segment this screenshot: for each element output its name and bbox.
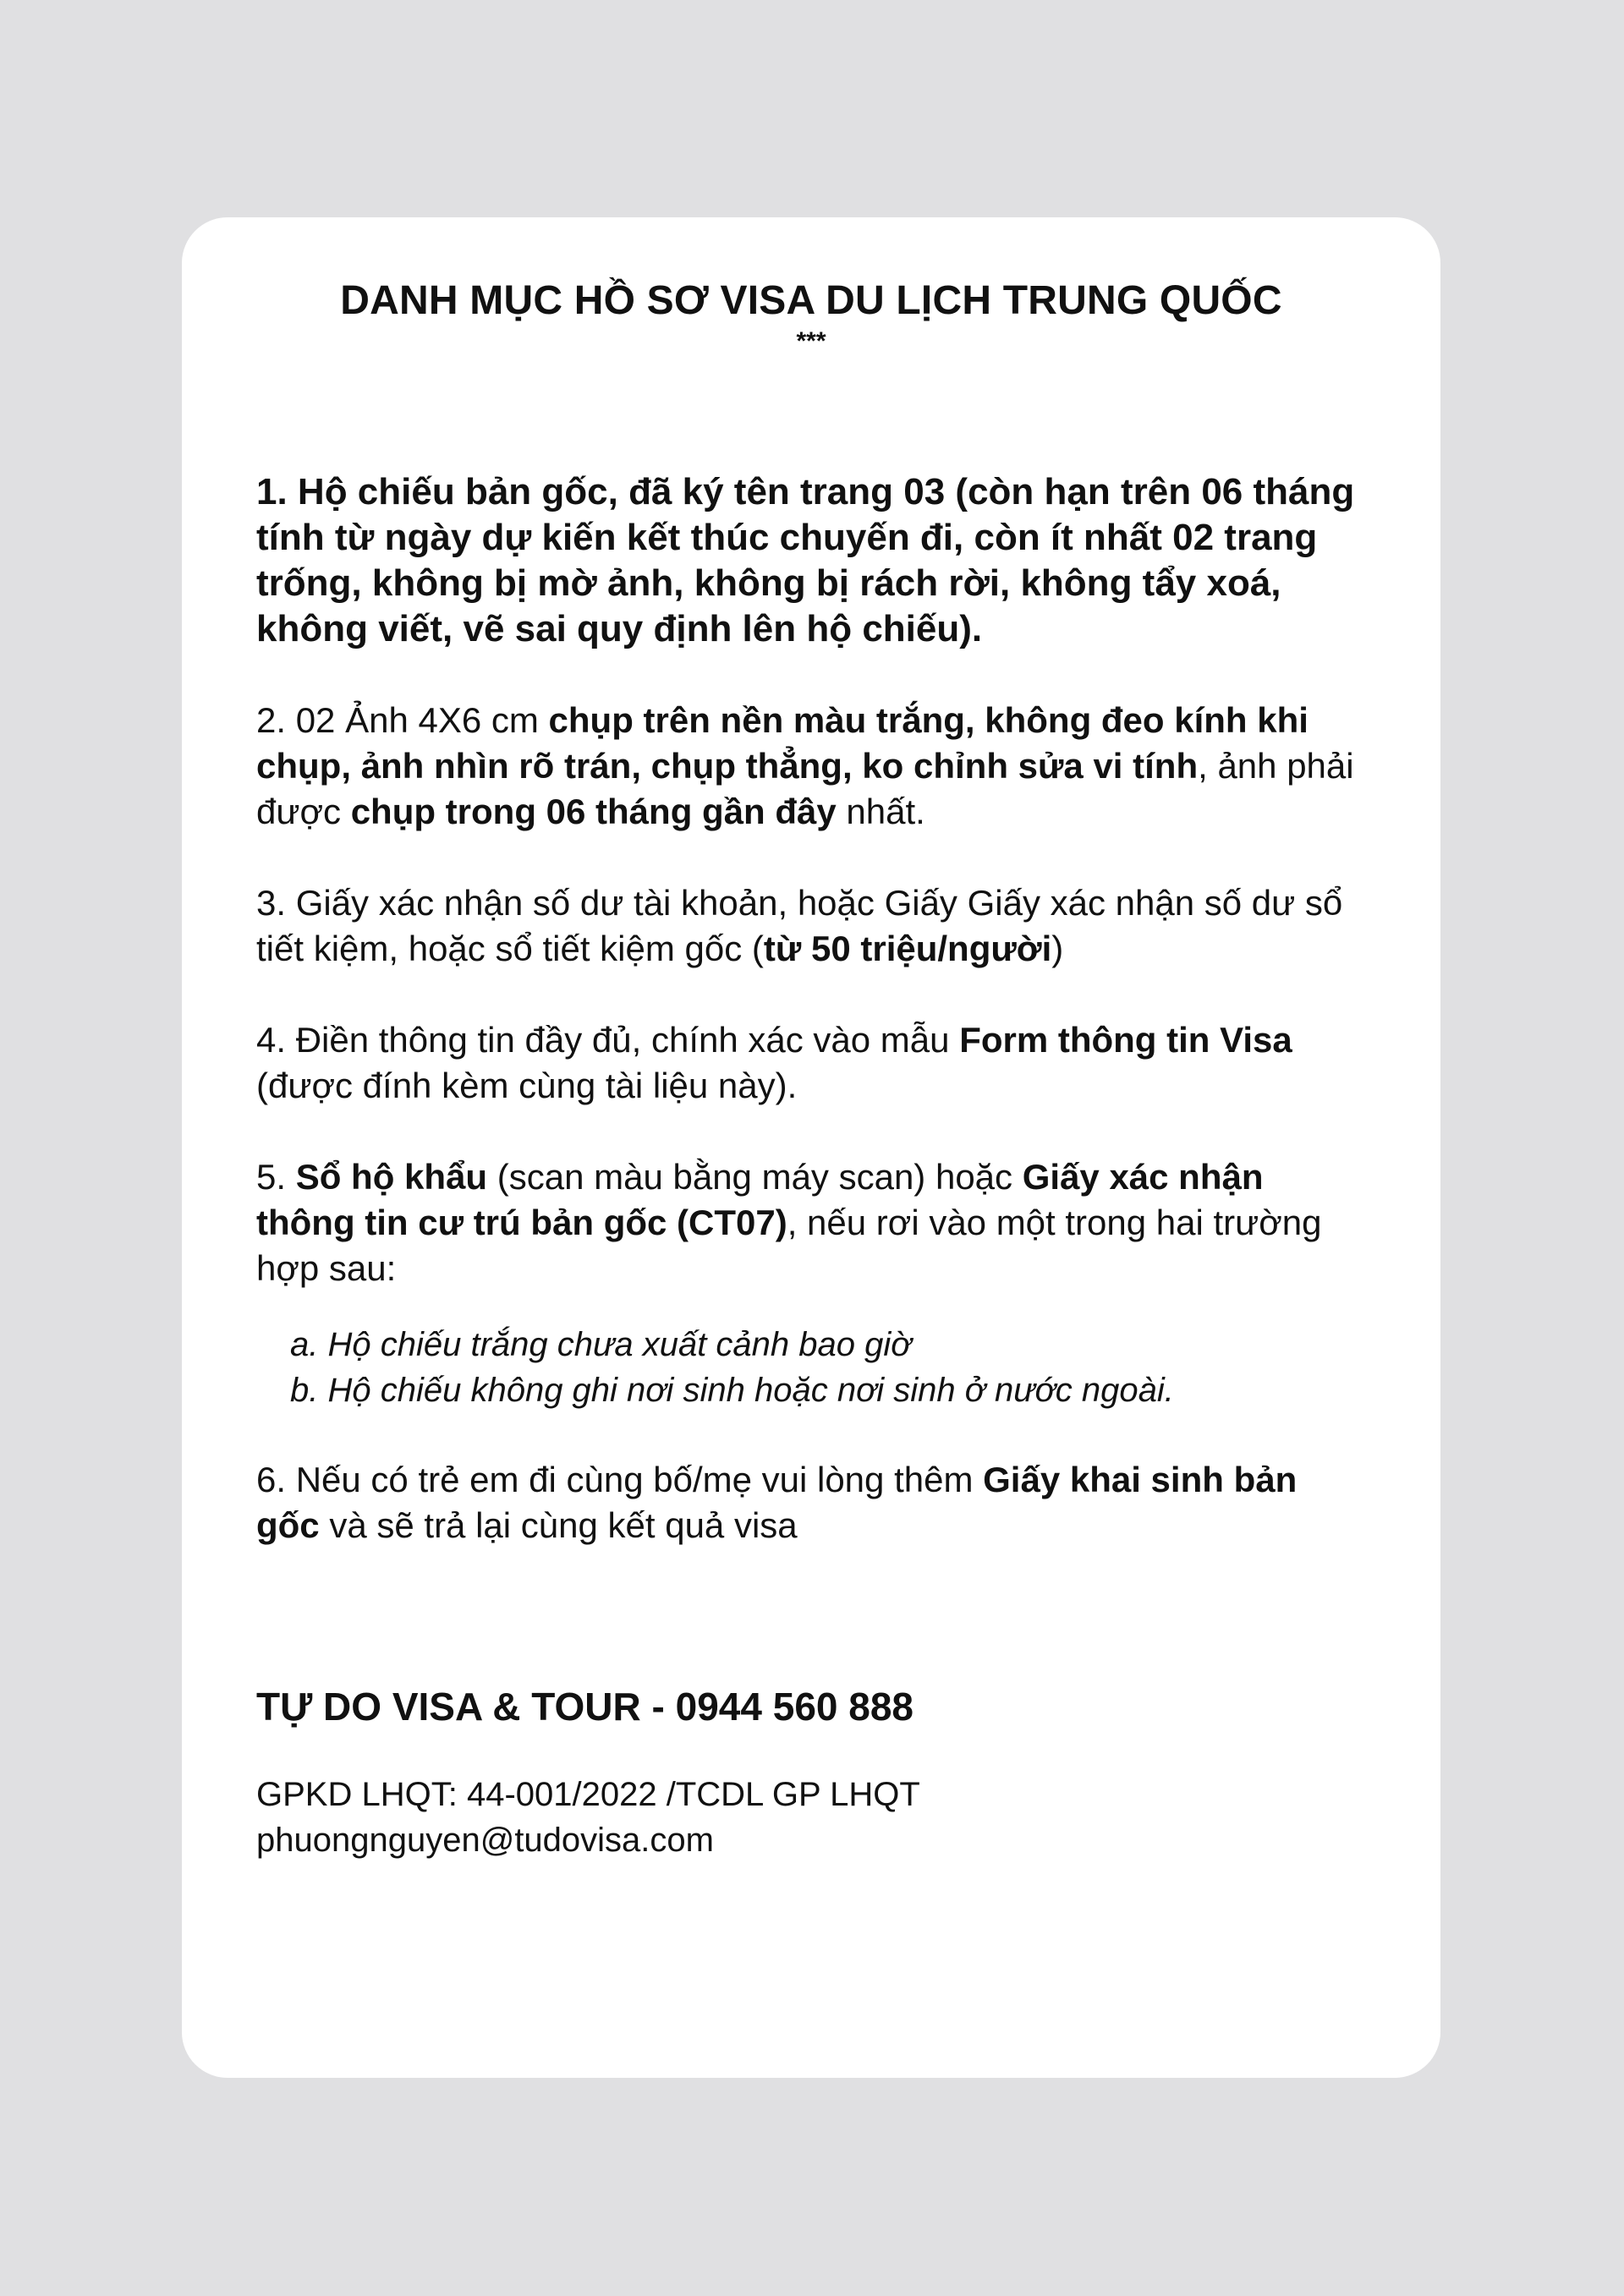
requirement-2-bold-recent: chụp trong 06 tháng gần đây — [350, 791, 837, 831]
requirement-2-text-c: nhất. — [836, 791, 925, 831]
requirement-5-text: (scan màu bằng máy scan) hoặc — [487, 1156, 1023, 1197]
requirement-item-1 — [256, 469, 1366, 652]
requirement-4-bold-form: Form thông tin Visa — [959, 1019, 1292, 1060]
requirement-item-4 — [256, 1017, 1366, 1109]
requirement-2-text: 2. 02 Ảnh 4X6 cm — [256, 699, 549, 740]
requirement-2-bold-photo-rules: chụp trên nền màu trắng, không đeo kính khi chụp, ảnh nhìn rõ trán, chụp thẳng, ko chỉnh sửa vi tính — [256, 699, 1309, 786]
requirement-5-cases — [256, 1322, 1366, 1413]
document-card — [182, 217, 1440, 2078]
requirements-list — [256, 469, 1366, 1548]
title-separator: *** — [796, 326, 826, 355]
requirement-item-2 — [256, 698, 1366, 835]
requirement-3-bold-amount: từ 50 triệu/người — [763, 928, 1052, 968]
document-title: DANH MỤC HỒ SƠ VISA DU LỊCH TRUNG QUỐC — [340, 278, 1282, 323]
case-a: a. Hộ chiếu trắng chưa xuất cảnh bao giờ — [290, 1325, 912, 1363]
requirement-1-text: 1. Hộ chiếu bản gốc, đã ký tên trang 03 (còn hạn trên 06 tháng tính từ ngày dự kiến kết thúc chuyến đi, còn ít nhất 02 trang trống, không bị mờ ảnh, không bị rách rời, không tẩy xoá, không viết, vẽ sai quy định lên hộ chiếu). — [256, 470, 1355, 649]
requirement-2-text-b: , ảnh phải được — [256, 745, 1354, 831]
requirement-4-text-b: (được đính kèm cùng tài liệu này). — [256, 1065, 798, 1105]
requirement-6-bold-birth-cert: Giấy khai sinh bản gốc — [256, 1459, 1298, 1545]
requirement-5-bold-household: Sổ hộ khẩu — [295, 1156, 488, 1197]
requirement-item-6 — [256, 1457, 1366, 1548]
requirement-3-text: 3. Giấy xác nhận số dư tài khoản, hoặc Giấy Giấy xác nhận số dư sổ tiết kiệm, hoặc sổ tiết kiệm gốc ( — [256, 882, 1343, 968]
case-b: b. Hộ chiếu không ghi nơi sinh hoặc nơi sinh ở nước ngoài. — [290, 1371, 1174, 1409]
requirement-4-text: 4. Điền thông tin đầy đủ, chính xác vào mẫu — [256, 1019, 960, 1060]
requirement-6-text: 6. Nếu có trẻ em đi cùng bố/mẹ vui lòng thêm — [256, 1459, 984, 1499]
requirement-6-text-b: và sẽ trả lại cùng kết quả visa — [319, 1504, 798, 1545]
company-contact: TỰ DO VISA & TOUR - 0944 560 888 — [256, 1684, 914, 1729]
requirement-5-text-b: , nếu rơi vào một trong hai trường hợp sau: — [256, 1202, 1322, 1288]
contact-email: phuongnguyen@tudovisa.com — [256, 1821, 714, 1859]
requirement-5-number: 5. — [256, 1156, 296, 1197]
requirement-3-text-b: ) — [1051, 928, 1064, 968]
requirement-item-3 — [256, 880, 1366, 972]
requirement-5-bold-ct07: Giấy xác nhận thông tin cư trú bản gốc (CT07) — [256, 1156, 1264, 1242]
license-number: GPKD LHQT: 44-001/2022 /TCDL GP LHQT — [256, 1775, 920, 1813]
requirement-item-5 — [256, 1154, 1366, 1291]
